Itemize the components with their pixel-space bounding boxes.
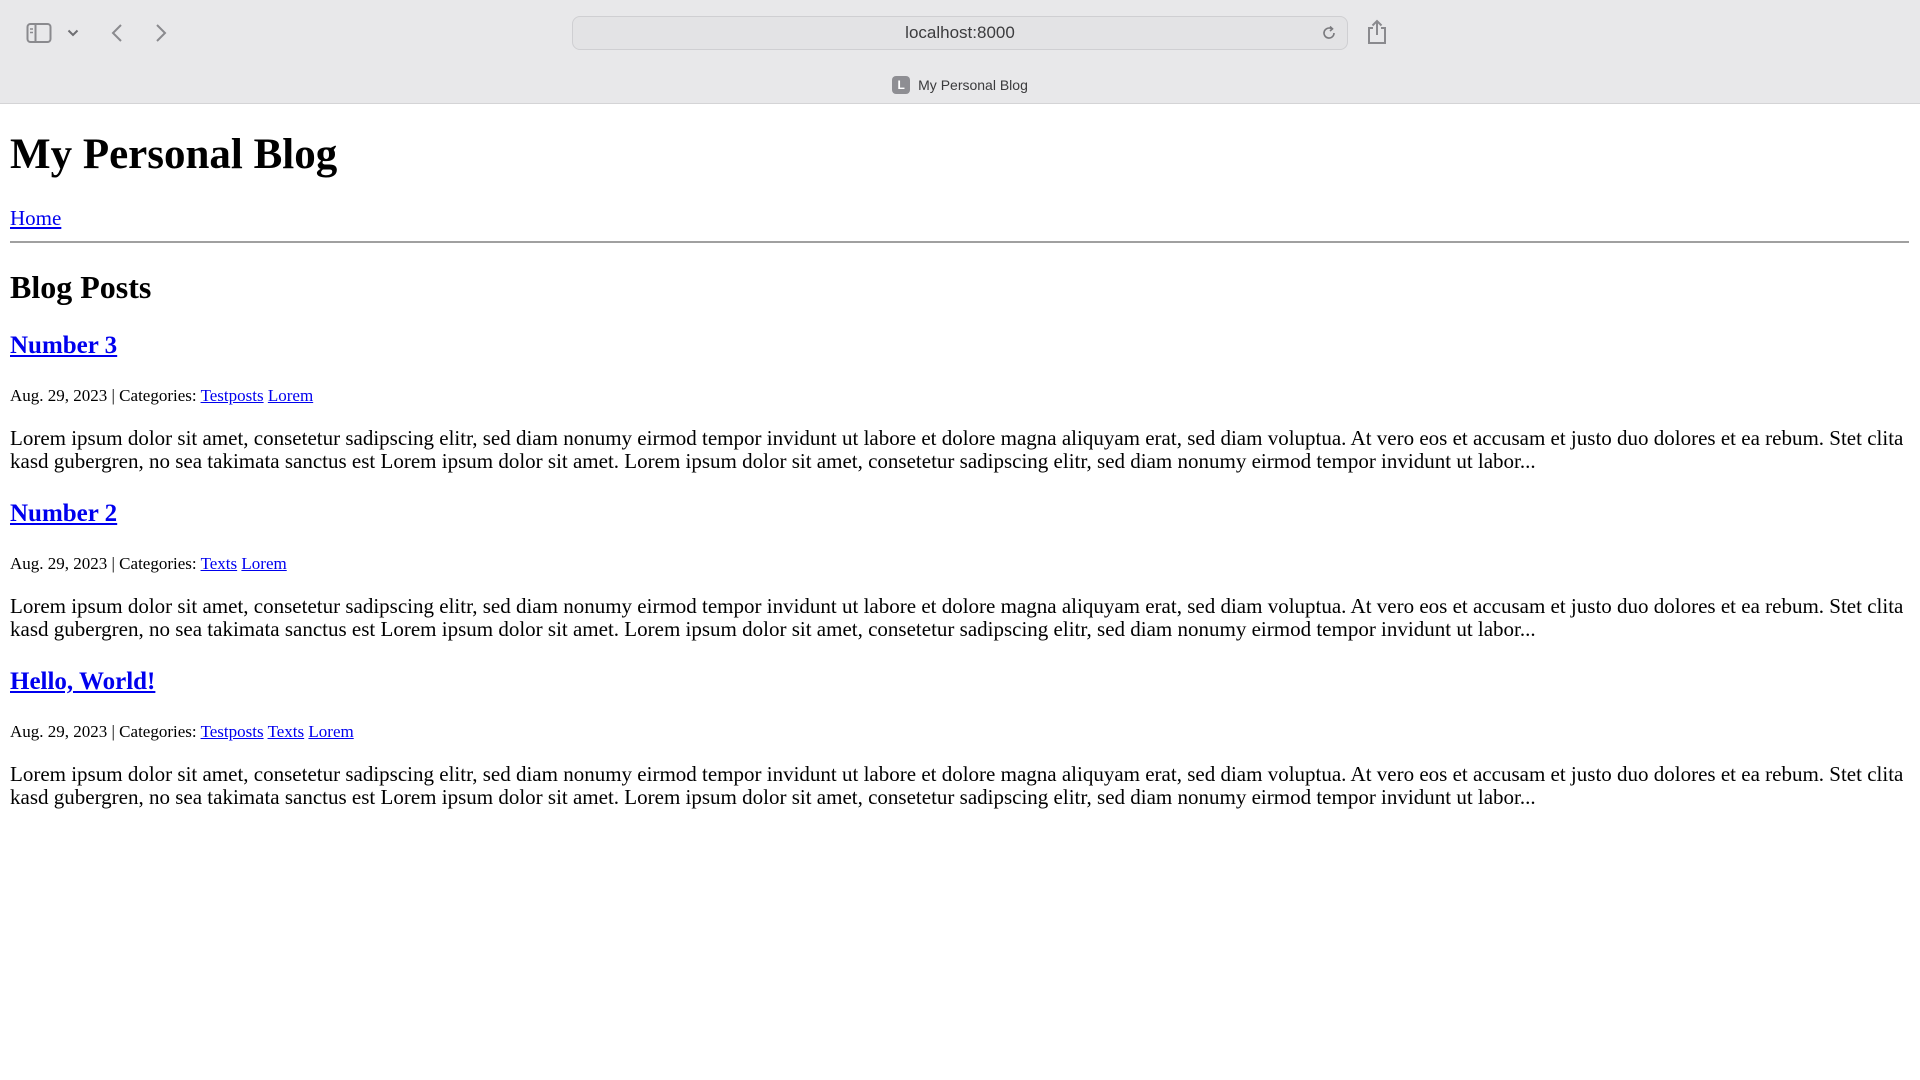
sidebar-toggle-button[interactable] (24, 18, 54, 48)
share-button[interactable] (1362, 16, 1392, 48)
page-content (10, 103, 1910, 809)
site-nav (10, 206, 1910, 230)
category-link[interactable]: Lorem (241, 554, 287, 573)
category-link[interactable]: Texts (267, 722, 305, 741)
categories-label: | Categories: (111, 386, 197, 405)
browser-toolbar (0, 0, 1920, 104)
section-title: Blog Posts (10, 269, 152, 305)
categories-label: | Categories: (111, 722, 197, 741)
share-icon (1366, 19, 1388, 45)
sidebar-menu-button[interactable] (64, 22, 82, 44)
address-bar[interactable] (572, 16, 1348, 50)
category-link[interactable]: Texts (200, 554, 238, 573)
chevron-right-icon (155, 23, 167, 43)
category-link[interactable]: Testposts (200, 386, 264, 405)
back-button[interactable] (104, 18, 130, 48)
category-link[interactable]: Testposts (200, 722, 264, 741)
reload-button[interactable] (1319, 23, 1339, 43)
blog-post (10, 667, 1910, 809)
post-title-link[interactable]: Number 3 (10, 332, 118, 359)
url-text: localhost:8000 (905, 23, 1015, 42)
post-title (10, 499, 1910, 529)
post-meta (10, 554, 1910, 574)
post-date: Aug. 29, 2023 (10, 554, 108, 573)
categories-label: | Categories: (111, 554, 197, 573)
post-meta (10, 386, 1910, 406)
post-meta (10, 722, 1910, 742)
blog-post (10, 499, 1910, 641)
post-title (10, 667, 1910, 697)
post-excerpt: Lorem ipsum dolor sit amet, consetetur sadipscing elitr, sed diam nonumy eirmod tempor invidunt ut labore et dolore magna aliquyam erat, sed diam voluptua. At vero eos et accusam et justo duo dolores et ea rebum. Stet clita kasd gubergren, no sea takimata sanctus est Lorem ipsum dolor sit amet. Lorem ipsum dolor sit amet, consetetur sadipscing elitr, sed diam nonumy eirmod tempor invidunt ut labor... (10, 426, 1904, 473)
divider (10, 241, 1909, 243)
post-excerpt: Lorem ipsum dolor sit amet, consetetur sadipscing elitr, sed diam nonumy eirmod tempor invidunt ut labore et dolore magna aliquyam erat, sed diam voluptua. At vero eos et accusam et justo duo dolores et ea rebum. Stet clita kasd gubergren, no sea takimata sanctus est Lorem ipsum dolor sit amet. Lorem ipsum dolor sit amet, consetetur sadipscing elitr, sed diam nonumy eirmod tempor invidunt ut labor... (10, 762, 1904, 809)
sidebar-icon (26, 22, 52, 44)
nav-home-link[interactable]: Home (10, 206, 62, 230)
active-tab[interactable] (0, 72, 1920, 98)
category-link[interactable]: Lorem (308, 722, 354, 741)
post-title-link[interactable]: Hello, World! (10, 668, 156, 695)
forward-button[interactable] (148, 18, 174, 48)
post-excerpt: Lorem ipsum dolor sit amet, consetetur sadipscing elitr, sed diam nonumy eirmod tempor invidunt ut labore et dolore magna aliquyam erat, sed diam voluptua. At vero eos et accusam et justo duo dolores et ea rebum. Stet clita kasd gubergren, no sea takimata sanctus est Lorem ipsum dolor sit amet. Lorem ipsum dolor sit amet, consetetur sadipscing elitr, sed diam nonumy eirmod tempor invidunt ut labor... (10, 594, 1904, 641)
post-title-link[interactable]: Number 2 (10, 500, 118, 527)
tab-title: My Personal Blog (918, 77, 1028, 93)
post-title (10, 331, 1910, 361)
blog-post (10, 331, 1910, 473)
chevron-down-icon (67, 29, 79, 37)
site-title: My Personal Blog (10, 131, 338, 178)
tab-favicon: L (892, 76, 910, 94)
category-link[interactable]: Lorem (267, 386, 314, 405)
chevron-left-icon (111, 23, 123, 43)
post-date: Aug. 29, 2023 (10, 722, 108, 741)
reload-icon (1321, 25, 1337, 41)
post-date: Aug. 29, 2023 (10, 386, 108, 405)
